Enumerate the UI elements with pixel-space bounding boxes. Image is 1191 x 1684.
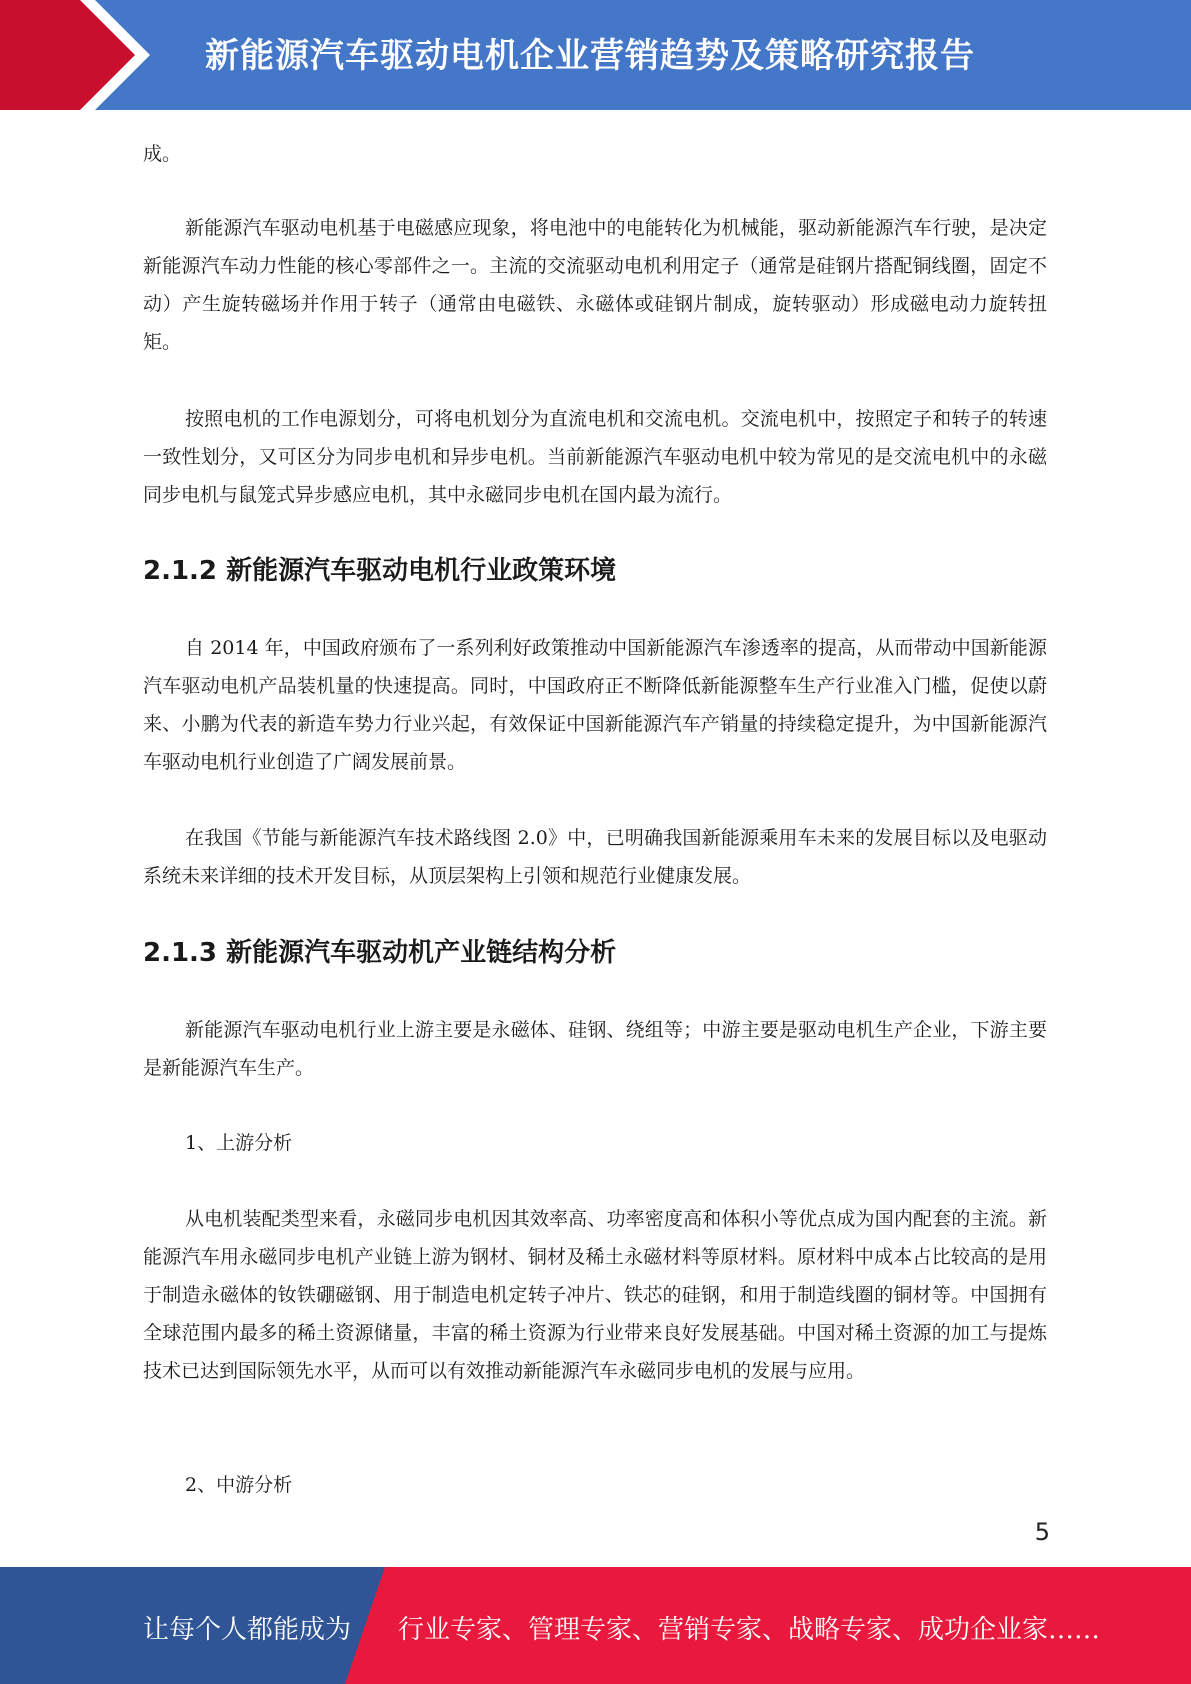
paragraph-motor-principle: 新能源汽车驱动电机基于电磁感应现象，将电池中的电能转化为机械能，驱动新能源汽车行驶，是决定新能源汽车动力性能的核心零部件之一。主流的交流驱动电机利用定子（通常是硅钢片搭配铜线圈，固定不动）产生旋转磁场并作用于转子（通常由电磁铁、永磁体或硅钢片制成，旋转驱动）形成磁电动力旋转扭矩。 <box>143 217 1047 353</box>
footer-slogan-left: 让每个人都能成为 <box>143 1615 352 1645</box>
paragraph-motor-classification: 按照电机的工作电源划分，可将电机划分为直流电机和交流电机。交流电机中，按照定子和转子的转速一致性划分，又可区分为同步电机和异步电机。当前新能源汽车驱动电机中较为常见的是交流电机中的永磁同步电机与鼠笼式异步感应电机，其中永磁同步电机在国内最为流行。 <box>143 408 1047 506</box>
paragraph-industry-chain: 新能源汽车驱动电机行业上游主要是永磁体、硅钢、绕组等；中游主要是驱动电机生产企业，下游主要是新能源汽车生产。 <box>143 1019 1047 1079</box>
paragraph-roadmap: 在我国《节能与新能源汽车技术路线图 2.0》中，已明确我国新能源乘用车未来的发展目标以及电驱动系统未来详细的技术开发目标，从顶层架构上引领和规范行业健康发展。 <box>143 827 1047 887</box>
paragraph-upstream: 从电机装配类型来看，永磁同步电机因其效率高、功率密度高和体积小等优点成为国内配套的主流。新能源汽车用永磁同步电机产业链上游为钢材、铜材及稀土永磁材料等原材料。原材料中成本占比较高的是用于制造永磁体的钕铁硼磁钢、用于制造电机定转子冲片、铁芯的硅钢，和用于制造线圈的铜材等。中国拥有全球范围内最多的稀土资源储量，丰富的稀土资源为行业带来良好发展基础。中国对稀土资源的加工与提炼技术已达到国际领先水平，从而可以有效推动新能源汽车永磁同步电机的发展与应用。 <box>143 1208 1047 1382</box>
header-banner <box>0 0 1191 110</box>
page-number: 5 <box>1034 1518 1050 1546</box>
paragraph-policy: 自 2014 年，中国政府颁布了一系列利好政策推动中国新能源汽车渗透率的提高，从而带动中国新能源汽车驱动电机产品装机量的快速提高。同时，中国政府正不断降低新能源整车生产行业准入门槛，促使以蔚来、小鹏为代表的新造车势力行业兴起，有效保证中国新能源汽车产销量的持续稳定提升，为中国新能源汽车驱动电机行业创造了广阔发展前景。 <box>143 637 1047 773</box>
section-heading-industry-chain: 2.1.3 新能源汽车驱动机产业链结构分析 <box>143 938 617 968</box>
footer-banner <box>0 1567 1191 1684</box>
subheading-upstream: 1、上游分析 <box>185 1132 293 1154</box>
subheading-midstream: 2、中游分析 <box>185 1474 293 1496</box>
paragraph-continuation: 成。 <box>143 143 182 165</box>
footer-slogan-right: 行业专家、管理专家、营销专家、战略专家、成功企业家…… <box>398 1615 1101 1645</box>
section-heading-policy: 2.1.2 新能源汽车驱动电机行业政策环境 <box>143 556 617 586</box>
header-title: 新能源汽车驱动电机企业营销趋势及策略研究报告 <box>205 36 975 76</box>
